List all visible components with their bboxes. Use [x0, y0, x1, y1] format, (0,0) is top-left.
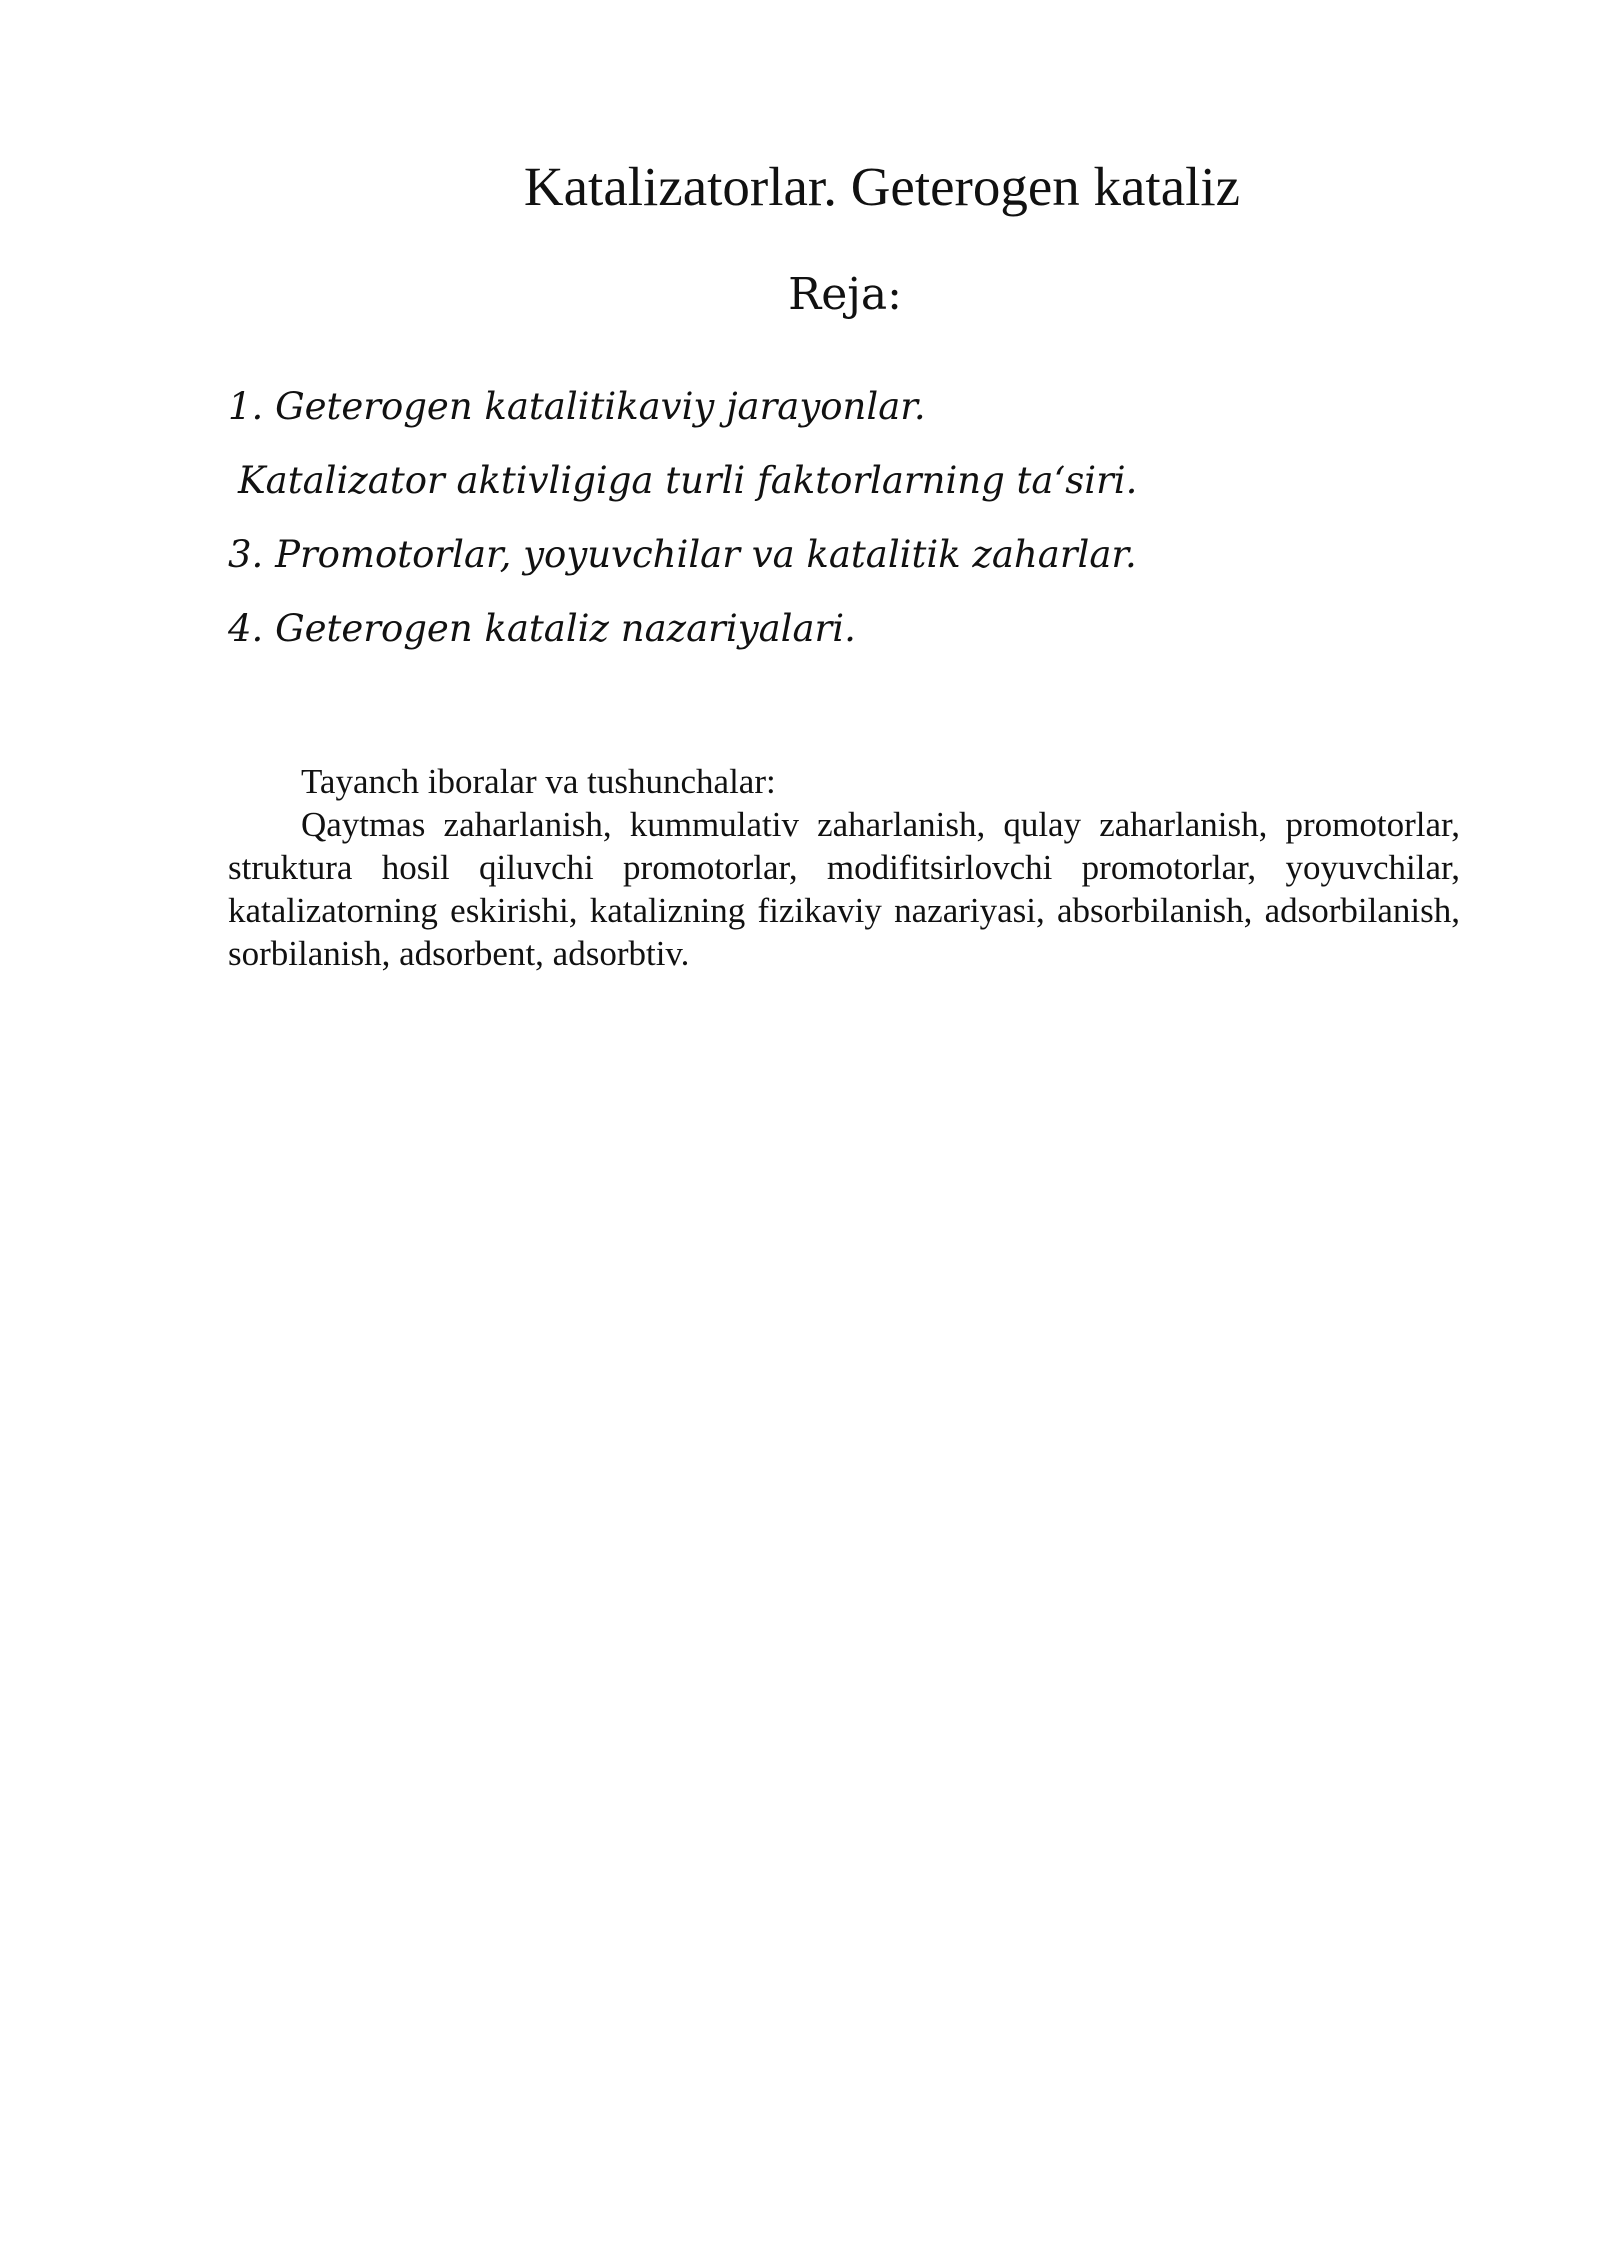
plan-list	[228, 370, 1468, 666]
plan-heading: Reja:	[788, 269, 902, 320]
keywords-section	[228, 760, 1460, 975]
keywords-text: Qaytmas zaharlanish, kummulativ zaharlanish, qulay zaharlanish, promotorlar, struktura hosil qiluvchi promotorlar, modifitsirlovchi promotorlar, yoyuvchilar, katalizatorning eskirishi, katalizning fizikaviy nazariyasi, absorbilanish, adsorbilanish, sorbilanish, adsorbent, adsorbtiv.	[228, 805, 1460, 973]
plan-item: 3. Promotorlar, yoyuvchilar va katalitik zaharlar.	[228, 533, 1137, 576]
plan-item: 1. Geterogen katalitikaviy jarayonlar.	[228, 385, 926, 428]
plan-item: Katalizator aktivligiga turli faktorlarning ta‘siri.	[238, 459, 1138, 502]
document-title: Katalizatorlar. Geterogen kataliz	[523, 156, 1241, 217]
keywords-heading: Tayanch iboralar va tushunchalar:	[301, 762, 776, 801]
plan-item: 4. Geterogen kataliz nazariyalari.	[228, 607, 856, 650]
